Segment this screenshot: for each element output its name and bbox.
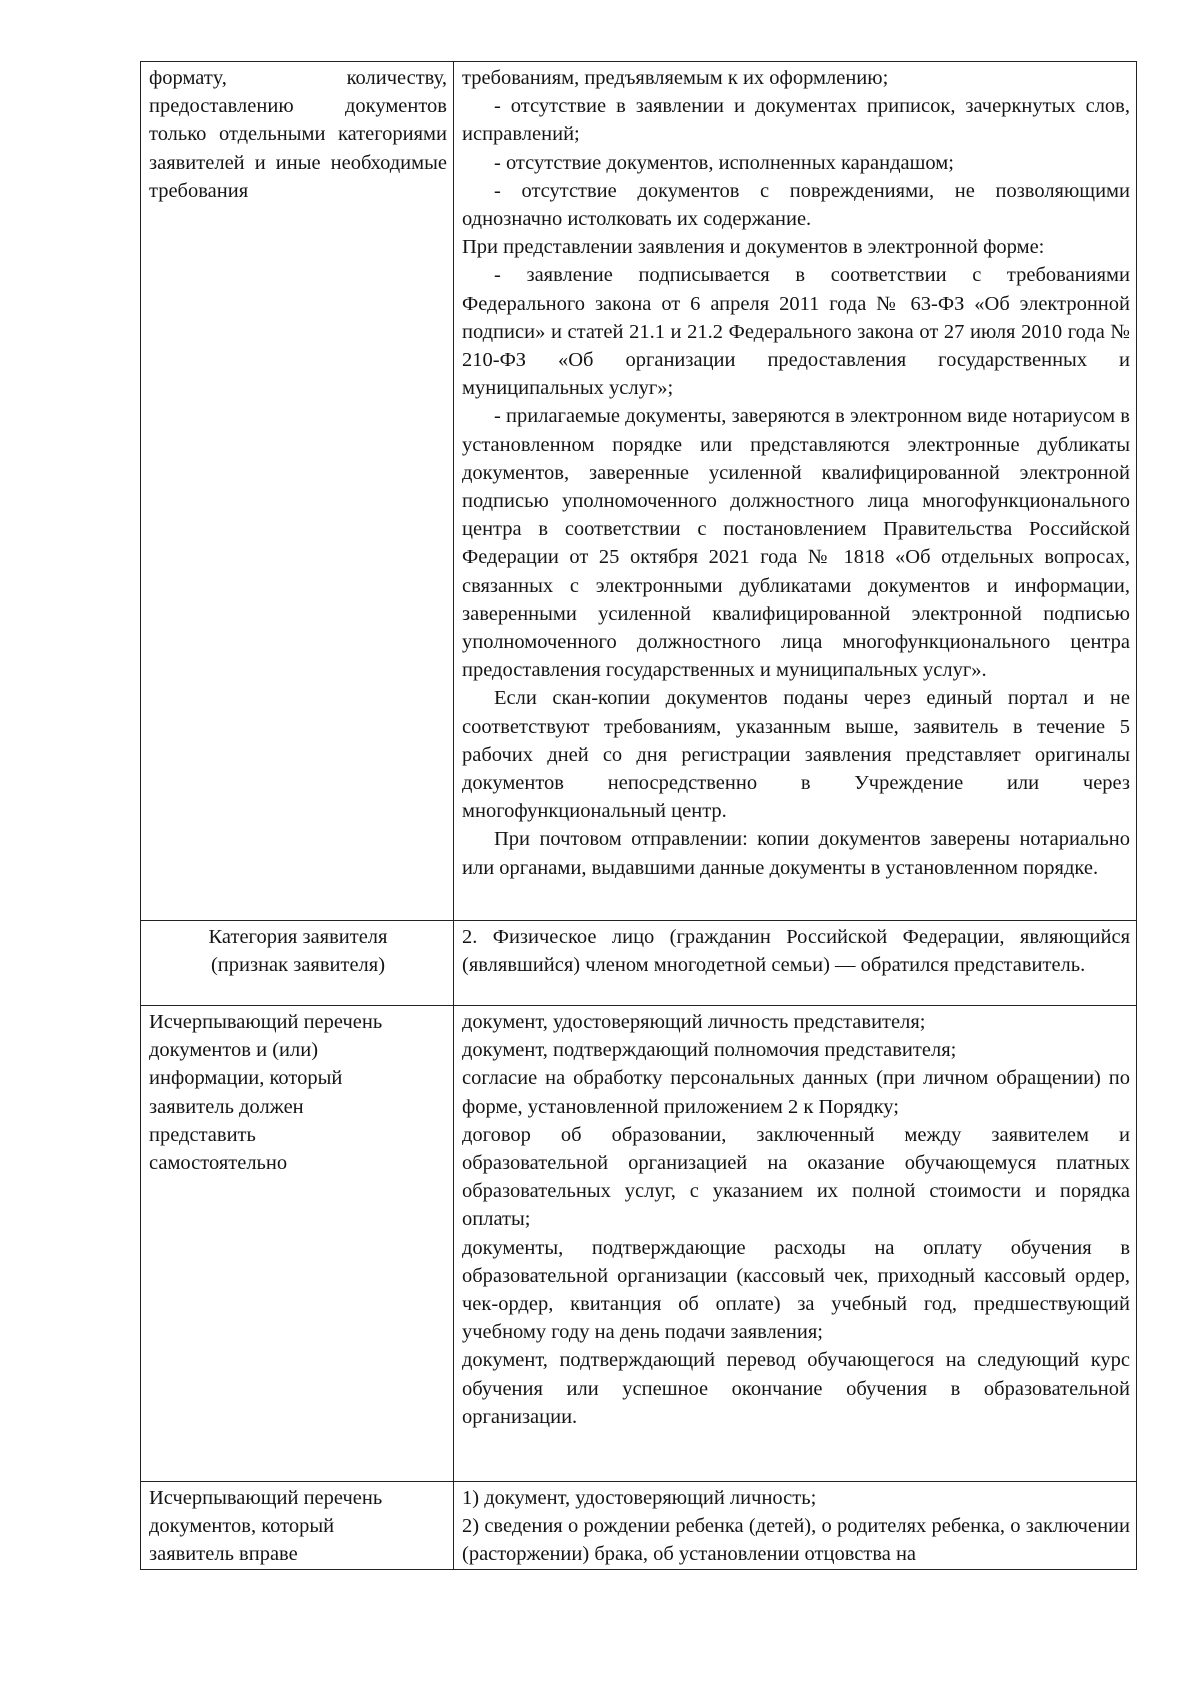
row-3-left-cell xyxy=(141,1006,454,1482)
list-item: - отсутствие в заявлении и документах приписок, зачеркнутых слов, исправлений; xyxy=(462,95,1130,146)
left-line: (признак заявителя) xyxy=(210,954,386,977)
list-item: - прилагаемые документы, заверяются в электронном виде нотариусом в установленном порядке или представляются электронные дубликаты документов, заверенные усиленной квалифицированной электронной подписью уполномоченного должностного лица многофункционального центра в соответствии с постановлением Правительства Российской Федерации от 25 октября 2021 года № 1818 «Об отдельных вопросах, связанных с электронными дубликатами документов и информации, заверенными усиленной квалифицированной электронной подписью уполномоченного должностного лица многофункционального центра предоставления государственных и муниципальных услуг». xyxy=(462,405,1130,682)
paragraph: Если скан-копии документов поданы через единый портал и не соответствуют требованиям, указанным выше, заявитель в течение 5 рабочих дней со дня регистрации заявления представляет оригиналы документов непосредственно в Учреждение или через многофункциональный центр. xyxy=(462,687,1130,823)
row-1-left-cell xyxy=(141,62,454,921)
paragraph: требованиям, предъявляемым к их оформлению; xyxy=(462,67,889,89)
paragraph: документ, подтверждающий перевод обучающегося на следующий курс обучения или успешное окончание обучения в образовательной организации. xyxy=(462,1349,1130,1428)
row-1-left-text: форматy, количеству, предоставлению документов только отдельными категориями заявителей и иные необходимые требования xyxy=(149,67,447,202)
row-4-right-cell xyxy=(454,1482,1137,1570)
paragraph: документ, подтверждающий полномочия представителя; xyxy=(462,1039,957,1062)
paragraph: документы, подтверждающие расходы на оплату обучения в образовательной организации (кассовый чек, приходный кассовый ордер, чек-ордер, квитанция об оплате) за учебный год, предшествующий учебному году на день подачи заявления; xyxy=(462,1236,1130,1344)
paragraph: 2) сведения о рождении ребенка (детей), о родителях ребенка, о заключении (расторжении) брака, об установлении отцовства на xyxy=(462,1515,1130,1566)
table-row xyxy=(141,1482,1137,1570)
table-row xyxy=(141,921,1137,1006)
row-2-right-cell xyxy=(454,921,1137,1006)
left-line: Исчерпывающий перечень xyxy=(149,1011,383,1033)
row-3-right-cell xyxy=(454,1006,1137,1482)
paragraph: При почтовом отправлении: копии документов заверены нотариально или органами, выдавшими данные документы в установленном порядке. xyxy=(462,828,1130,879)
left-line: документов, который xyxy=(149,1515,335,1538)
paragraph: документ, удостоверяющий личность представителя; xyxy=(462,1011,926,1033)
table-row xyxy=(141,1006,1137,1482)
left-line: заявитель должен xyxy=(149,1095,304,1118)
left-line: документов и (или) xyxy=(149,1039,319,1062)
left-line: Категория заявителя xyxy=(208,926,388,948)
left-line: информации, который xyxy=(149,1067,343,1090)
list-item: - отсутствие документов, исполненных карандашом; xyxy=(494,151,954,174)
left-line: заявитель вправе xyxy=(149,1543,298,1566)
row-2-left-cell xyxy=(141,921,454,1006)
paragraph: 2. Физическое лицо (гражданин Российской Федерации, являющийся (являвшийся) членом многодетной семьи) — обратился представитель. xyxy=(462,926,1130,977)
paragraph: При представлении заявления и документов в электронной форме: xyxy=(462,236,1045,259)
left-line: самостоятельно xyxy=(149,1152,288,1175)
list-item: - отсутствие документов с повреждениями, не позволяющими однозначно истолковать их содержание. xyxy=(462,179,1130,231)
paragraph: 1) документ, удостоверяющий личность; xyxy=(462,1487,817,1509)
list-item: - заявление подписывается в соответствии с требованиями Федерального закона от 6 апреля 2011 года № 63-ФЗ «Об электронной подписи» и статей 21.1 и 21.2 Федерального закона от 27 июля 2010 года № 210-ФЗ «Об организации предоставления государственных и муниципальных услуг»; xyxy=(462,264,1130,400)
requirements-table xyxy=(140,61,1137,1570)
table-row xyxy=(141,62,1137,921)
paragraph: согласие на обработку персональных данных (при личном обращении) по форме, установленной приложением 2 к Порядку; xyxy=(462,1067,1130,1118)
left-line: Исчерпывающий перечень xyxy=(149,1487,383,1509)
left-line: представить xyxy=(149,1123,256,1146)
paragraph: договор об образовании, заключенный между заявителем и образовательной организацией на оказание обучающемуся платных образовательных услуг, с указанием их полной стоимости и порядка оплаты; xyxy=(462,1123,1130,1231)
row-4-left-cell xyxy=(141,1482,454,1570)
row-1-right-cell xyxy=(454,62,1137,921)
